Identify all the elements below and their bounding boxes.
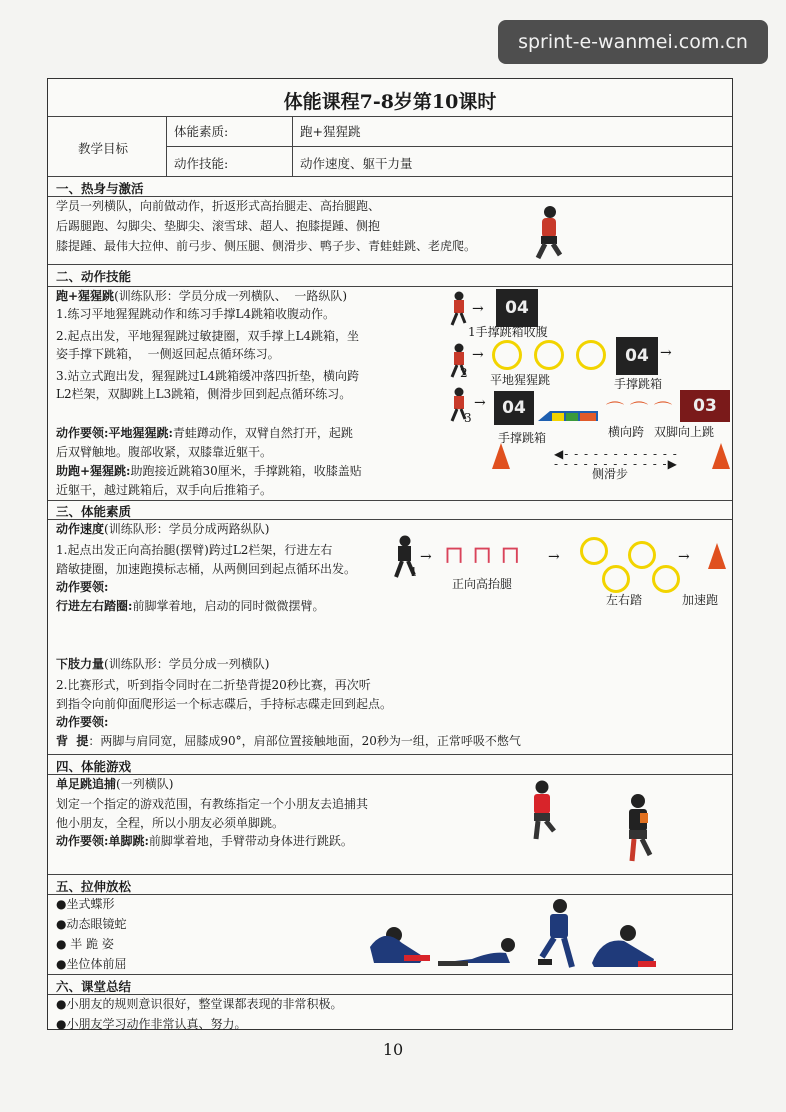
warmup-line: 膝提踵、最伟大拉伸、前弓步、侧压腿、侧滑步、鸭子步、青蛙蛙跳、老虎爬。: [56, 239, 477, 253]
page-title: 体能课程7-8岁第10课时: [283, 91, 497, 113]
arrow-icon: →: [420, 549, 432, 565]
section-game-heading: 四、体能游戏: [56, 759, 132, 774]
fitness-key2: 背 提：两脚与肩同宽，屈膝成90°，肩部位置接触地面，20秒为一组，正常呼吸不憋气: [56, 734, 521, 748]
lesson-sheet: [47, 78, 733, 1030]
agility-ring: [628, 541, 656, 569]
figure-caption: 加速跑: [682, 593, 719, 607]
fitness-subtitle: 动作速度(训练队形：学员分成两路纵队): [56, 522, 270, 536]
figure-caption: 手撑跳箱: [498, 431, 547, 445]
skills-key2: 助跑+猩猩跳:助跑接近跳箱30厘米，手撑跳箱，收膝盖贴: [56, 464, 362, 478]
agility-ring: [580, 537, 608, 565]
section-summary-heading: 六、课堂总结: [56, 979, 132, 994]
fitness-key2-label: 动作要领:: [56, 715, 109, 729]
section-stretch-heading: 五、拉伸放松: [56, 879, 132, 894]
goal-row2-label: 动作技能:: [174, 156, 229, 171]
box-04: 04: [496, 289, 538, 327]
hurdles-icon: ⊓⊓⊓: [444, 541, 529, 569]
divider: [48, 176, 732, 177]
goal-row2-value: 动作速度、躯干力量: [300, 156, 413, 171]
running-kid-image: [532, 205, 566, 261]
box-04: 04: [494, 391, 534, 425]
fitness-subtitle-2: 下肢力量(训练队形：学员分成一列横队): [56, 657, 270, 671]
arrow-icon: →: [472, 347, 484, 363]
goals-label: 教学目标: [78, 141, 129, 156]
arrow-icon: →: [678, 549, 690, 565]
agility-ring: [602, 565, 630, 593]
agility-ring: [576, 340, 606, 370]
agility-ring: [534, 340, 564, 370]
figure-caption: 左右踏: [606, 593, 643, 607]
skills-line: 3.站立式跑出发，猩猩跳过L4跳箱缓冲落四折垫，横向跨: [56, 369, 360, 383]
divider: [48, 974, 732, 975]
step-number: 2: [460, 366, 468, 380]
stretch-item: ●动态眼镜蛇: [56, 917, 127, 931]
figure-caption: 1手撑跳箱收腹: [468, 325, 548, 339]
step-number: 3: [464, 411, 472, 425]
divider: [48, 894, 732, 895]
fitness-line: 2.比赛形式，听到指令同时在二折垫背提20秒比赛，再次听: [56, 678, 371, 692]
arrow-icon: →: [548, 549, 560, 565]
folding-mat: [534, 409, 600, 423]
figure-caption: 横向跨: [608, 425, 645, 439]
side-slide-arrows: - - - - - - - - - - - -▶: [554, 457, 678, 471]
cone-icon: [708, 543, 726, 569]
skills-key1-line2: 后双臂触地。腹部收紧，双膝靠近躯干。: [56, 445, 273, 459]
figure-caption: 双脚向上跳: [654, 425, 715, 439]
cone-icon: [712, 443, 730, 469]
fitness-line: 踏敏捷圈，加速跑摸标志桶，从两侧回到起点循环出发。: [56, 562, 357, 576]
summary-item: ●小朋友的规则意识很好，整堂课都表现的非常积极。: [56, 997, 343, 1011]
figure-caption: 手撑跳箱: [614, 377, 663, 391]
divider: [48, 264, 732, 265]
divider: [48, 754, 732, 755]
section-skills-heading: 二、动作技能: [56, 269, 132, 284]
side-slide-arrows: ◀- - - - - - - - - - - -: [554, 447, 678, 461]
figure-caption: 侧滑步: [592, 467, 629, 481]
divider: [48, 116, 732, 117]
skills-line: 2.起点出发，平地猩猩跳过敏捷圈，双手撑上L4跳箱，坐: [56, 329, 360, 343]
section-warmup-heading: 一、热身与激活: [56, 181, 144, 196]
box-04: 04: [616, 337, 658, 375]
watermark: sprint-e-wanmei.com.cn: [498, 20, 768, 64]
stretch-item: ●坐位体前屈: [56, 957, 127, 971]
fitness-line: 1.起点出发正向高抬腿(摆臂)跨过L2栏架，行进左右: [56, 543, 333, 557]
fitness-key-label: 动作要领:: [56, 580, 109, 594]
fitness-line: 到指令向前仰面爬形运一个标志碟后，手持标志碟走回到起点。: [56, 697, 393, 711]
game-line: 划定一个指定的游戏范围，有教练指定一个小朋友去追捕其: [56, 797, 369, 811]
divider: [166, 146, 732, 147]
fitness-key: 行进左右踏圈:前脚掌着地，启动的同时微微摆臂。: [56, 599, 325, 613]
stretch-pose-image: [364, 913, 436, 967]
arrow-icon: →: [660, 345, 672, 361]
stretch-pose-image: [534, 897, 580, 971]
figure-caption: 平地猩猩跳: [490, 373, 551, 387]
divider: [48, 500, 732, 501]
game-subtitle: 单足跳追捕(一列横队): [56, 777, 174, 791]
hurdles-icon: ⌒⌒⌒: [606, 401, 678, 422]
goal-row1-label: 体能素质:: [174, 124, 229, 139]
divider: [48, 874, 732, 875]
goal-row1-value: 跑+猩猩跳: [300, 124, 361, 139]
skills-line: 1.练习平地猩猩跳动作和练习手撑L4跳箱收腹动作。: [56, 307, 336, 321]
stretch-pose-image: [588, 919, 660, 969]
box-03: 03: [680, 390, 730, 422]
agility-ring: [652, 565, 680, 593]
hopping-kid-image: [620, 793, 656, 863]
warmup-line: 后踢腿跑、勾脚尖、垫脚尖、滚雪球、超人、抱膝提踵、侧抱: [56, 219, 381, 233]
step-number: 1: [410, 565, 418, 579]
skills-key1: 动作要领:平地猩猩跳:青蛙蹲动作，双臂自然打开，起跳: [56, 426, 353, 440]
hopping-kid-image: [526, 779, 560, 841]
page-number: 10: [382, 1040, 404, 1059]
stretch-item: ● 半 跪 姿: [56, 937, 114, 951]
skills-subtitle: 跑+猩猩跳(训练队形：学员分成一列横队、 一路纵队): [56, 289, 348, 303]
skills-line: L2栏架，双脚跳上L3跳箱，侧滑步回到起点循环练习。: [56, 387, 352, 401]
figure-caption: 正向高抬腿: [452, 577, 513, 591]
agility-ring: [492, 340, 522, 370]
summary-item: ●小朋友学习动作非常认真、努力。: [56, 1017, 247, 1031]
section-fitness-heading: 三、体能素质: [56, 504, 132, 519]
game-key: 动作要领:单脚跳:前脚掌着地，手臂带动身体进行跳跃。: [56, 834, 353, 848]
arrow-icon: →: [474, 395, 486, 411]
arrow-icon: →: [472, 301, 484, 317]
running-kid-icon: [448, 291, 468, 327]
warmup-line: 学员一列横队，向前做动作，折返形式高抬腿走、高抬腿跑、: [56, 199, 381, 213]
stretch-pose-image: [432, 935, 528, 969]
skills-line: 姿手撑下跳箱， 一侧返回起点循环练习。: [56, 347, 280, 361]
game-line: 他小朋友，全程，所以小朋友必须单脚跳。: [56, 816, 285, 830]
stretch-item: ●坐式蝶形: [56, 897, 115, 911]
skills-key2-line2: 近躯干，越过跳箱后，双手向后推箱子。: [56, 483, 273, 497]
cone-icon: [492, 443, 510, 469]
